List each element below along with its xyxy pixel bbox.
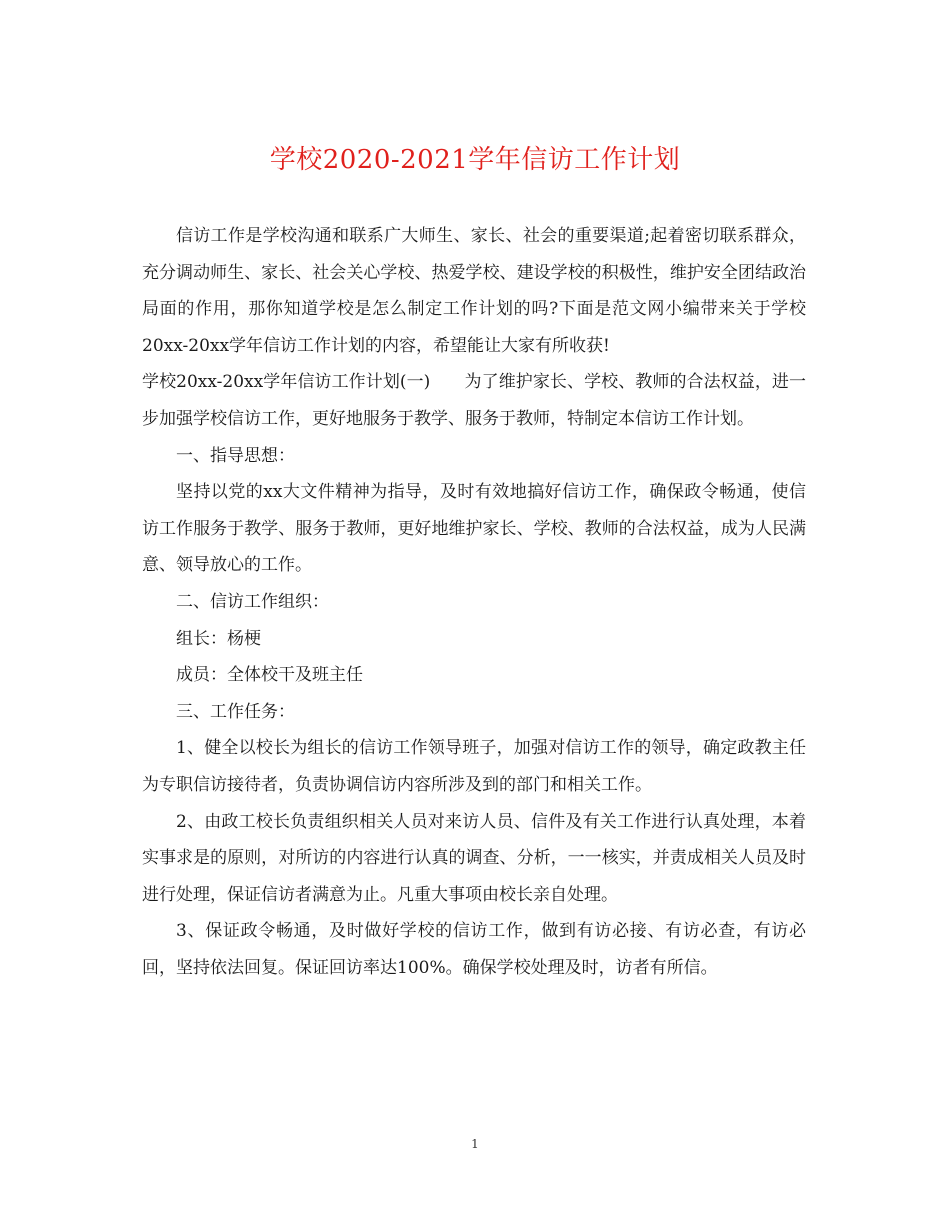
plan-one-paragraph: 学校20xx-20xx学年信访工作计划(一) 为了维护家长、学校、教师的合法权益，进一步加强学校信访工作，更好地服务于教学、服务于教师，特制定本信访工作计划。 <box>142 372 806 429</box>
guiding-thought-paragraph: 坚持以党的xx大文件精神为指导，及时有效地搞好信访工作，确保政令畅通，使信访工作服务于教学、服务于教师，更好地维护家长、学校、教师的合法权益，成为人民满意、领导放心的工作。 <box>142 482 806 576</box>
document-body <box>142 218 806 986</box>
intro-paragraph: 信访工作是学校沟通和联系广大师生、家长、社会的重要渠道;起着密切联系群众，充分调动师生、家长、社会关心学校、热爱学校、建设学校的积极性，维护安全团结政治局面的作用，那你知道学校是怎么制定工作计划的吗?下面是范文网小编带来关于学校20xx-20xx学年信访工作计划的内容，希望能让大家有所收获! <box>142 226 806 356</box>
section-heading-organization: 二、信访工作组织： <box>176 591 329 612</box>
page-number: 1 <box>471 1137 479 1151</box>
task-item-2: 2、由政工校长负责组织相关人员对来访人员、信件及有关工作进行认真处理，本着实事求是的原则，对所访的内容进行认真的调查、分析，一一核实，并责成相关人员及时进行处理，保证信访者满意为止。凡重大事项由校长亲自处理。 <box>142 811 806 905</box>
section-heading-guiding-thought: 一、指导思想： <box>176 445 295 466</box>
task-item-1: 1、健全以校长为组长的信访工作领导班子，加强对信访工作的领导，确定政教主任为专职信访接待者，负责协调信访内容所涉及到的部门和相关工作。 <box>142 738 806 795</box>
organization-leader: 组长：杨梗 <box>176 628 261 649</box>
task-item-3: 3、保证政令畅通，及时做好学校的信访工作，做到有访必接、有访必查，有访必回，坚持依法回复。保证回访率达100%。确保学校处理及时，访者有所信。 <box>142 921 806 978</box>
organization-members: 成员：全体校干及班主任 <box>176 665 363 686</box>
document-title: 学校2020-2021学年信访工作计划 <box>269 145 681 175</box>
section-heading-tasks: 三、工作任务： <box>176 701 295 722</box>
